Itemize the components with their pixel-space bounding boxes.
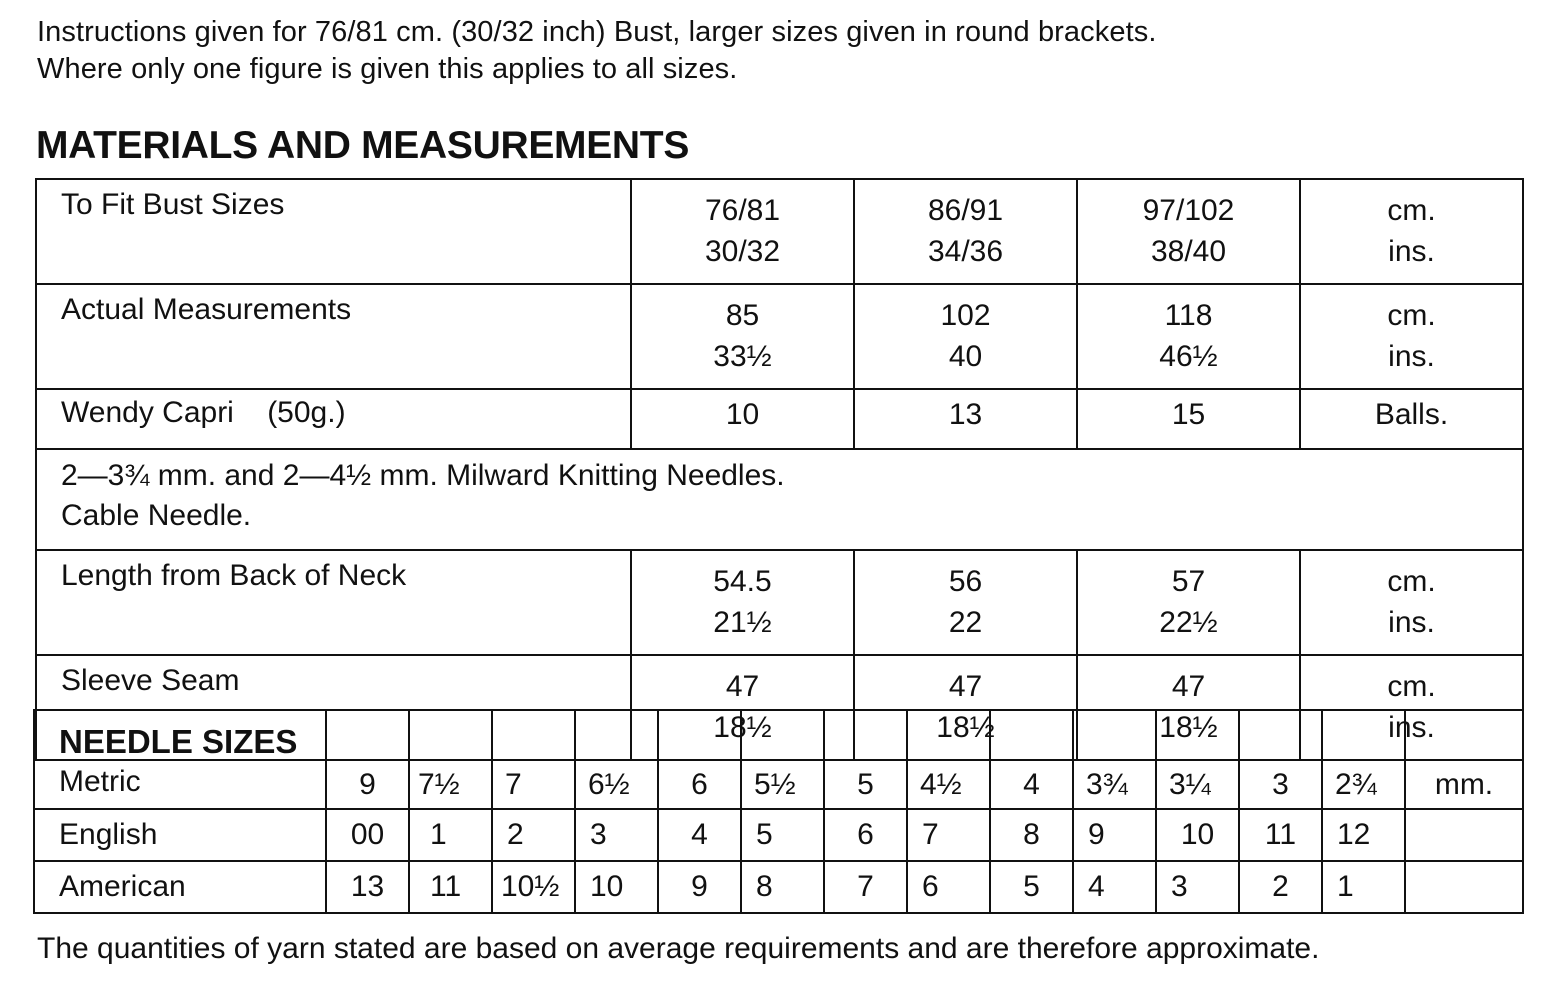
english-cell: 2 [492,809,575,861]
table-row-needles [36,449,1523,550]
size-cell: 47 18½ [631,655,854,760]
intro-line-2: Where only one figure is given this applies to all sizes. [37,53,738,85]
size-cell: 97/102 38/40 [1077,179,1300,284]
metric-cell: 7 [492,710,575,809]
unit-cell: cm. ins. [1300,550,1523,655]
needle-sizes-header [34,710,326,809]
unit-cell: cm. ins. [1300,284,1523,389]
metric-cell: 5 [824,710,907,809]
intro-text [37,14,1157,88]
needle-sizes-title: NEEDLE SIZES [59,723,298,760]
section-heading: MATERIALS AND MEASUREMENTS [36,124,690,167]
measurements-table [35,178,1524,761]
american-cell: 6 [907,861,990,913]
row-label: Wendy Capri (50g.) [36,389,631,449]
metric-cell: 3 [1239,710,1322,809]
american-cell: 10 [575,861,658,913]
metric-cell: 3¼ [1156,710,1239,809]
intro-line-1: Instructions given for 76/81 cm. (30/32 inch) Bust, larger sizes given in round brackets. [37,16,1157,48]
size-cell: 10 [631,389,854,449]
size-cell: 86/91 34/36 [854,179,1077,284]
metric-cell: 2¾ [1322,710,1405,809]
size-cell: 47 18½ [1077,655,1300,760]
american-cell: 13 [326,861,409,913]
footer-note: The quantities of yarn stated are based on average requirements and are therefore approximate. [37,932,1320,965]
table-row-actual [36,284,1523,389]
metric-label: Metric [59,765,141,798]
unit-cell: Balls. [1300,389,1523,449]
english-cell: 6 [824,809,907,861]
metric-cell: 3¾ [1073,710,1156,809]
american-cell: 11 [409,861,492,913]
size-cell: 13 [854,389,1077,449]
english-cell: 10 [1156,809,1239,861]
row-label: Actual Measurements [36,284,631,389]
metric-cell: 4 [990,710,1073,809]
table-row-english [34,809,1523,861]
row-label: Length from Back of Neck [36,550,631,655]
metric-cell: 6 [658,710,741,809]
english-cell: 12 [1322,809,1405,861]
unit-cell: cm. ins. [1300,655,1523,760]
english-cell: 3 [575,809,658,861]
english-cell: 11 [1239,809,1322,861]
table-row-yarn [36,389,1523,449]
size-cell: 118 46½ [1077,284,1300,389]
english-cell: 5 [741,809,824,861]
table-row-bust [36,179,1523,284]
size-cell: 102 40 [854,284,1077,389]
metric-cell: 7½ [409,710,492,809]
table-row-american [34,861,1523,913]
table-row-length [36,550,1523,655]
table-row-metric [34,710,1523,809]
row-label: To Fit Bust Sizes [36,179,631,284]
american-cell: 3 [1156,861,1239,913]
needles-note: 2—3¾ mm. and 2—4½ mm. Milward Knitting Needles. Cable Needle. [36,449,1523,550]
american-label: American [34,861,326,913]
metric-cell: 9 [326,710,409,809]
size-cell: 47 18½ [854,655,1077,760]
metric-cell: 4½ [907,710,990,809]
row-label: Sleeve Seam [36,655,631,760]
size-cell: 57 22½ [1077,550,1300,655]
size-cell: 56 22 [854,550,1077,655]
metric-cell: 6½ [575,710,658,809]
english-cell: 8 [990,809,1073,861]
size-cell: 85 33½ [631,284,854,389]
english-cell: 1 [409,809,492,861]
american-unit-empty [1405,861,1523,913]
english-label: English [34,809,326,861]
size-cell: 76/81 30/32 [631,179,854,284]
american-cell: 5 [990,861,1073,913]
english-cell: 9 [1073,809,1156,861]
english-cell: 4 [658,809,741,861]
american-cell: 4 [1073,861,1156,913]
metric-unit: mm. [1405,710,1523,809]
size-cell: 54.5 21½ [631,550,854,655]
american-cell: 7 [824,861,907,913]
american-cell: 1 [1322,861,1405,913]
american-cell: 8 [741,861,824,913]
english-cell: 00 [326,809,409,861]
unit-cell: cm. ins. [1300,179,1523,284]
english-cell: 7 [907,809,990,861]
english-unit-empty [1405,809,1523,861]
american-cell: 10½ [492,861,575,913]
american-cell: 9 [658,861,741,913]
american-cell: 2 [1239,861,1322,913]
needle-sizes-table [33,709,1524,914]
metric-cell: 5½ [741,710,824,809]
size-cell: 15 [1077,389,1300,449]
